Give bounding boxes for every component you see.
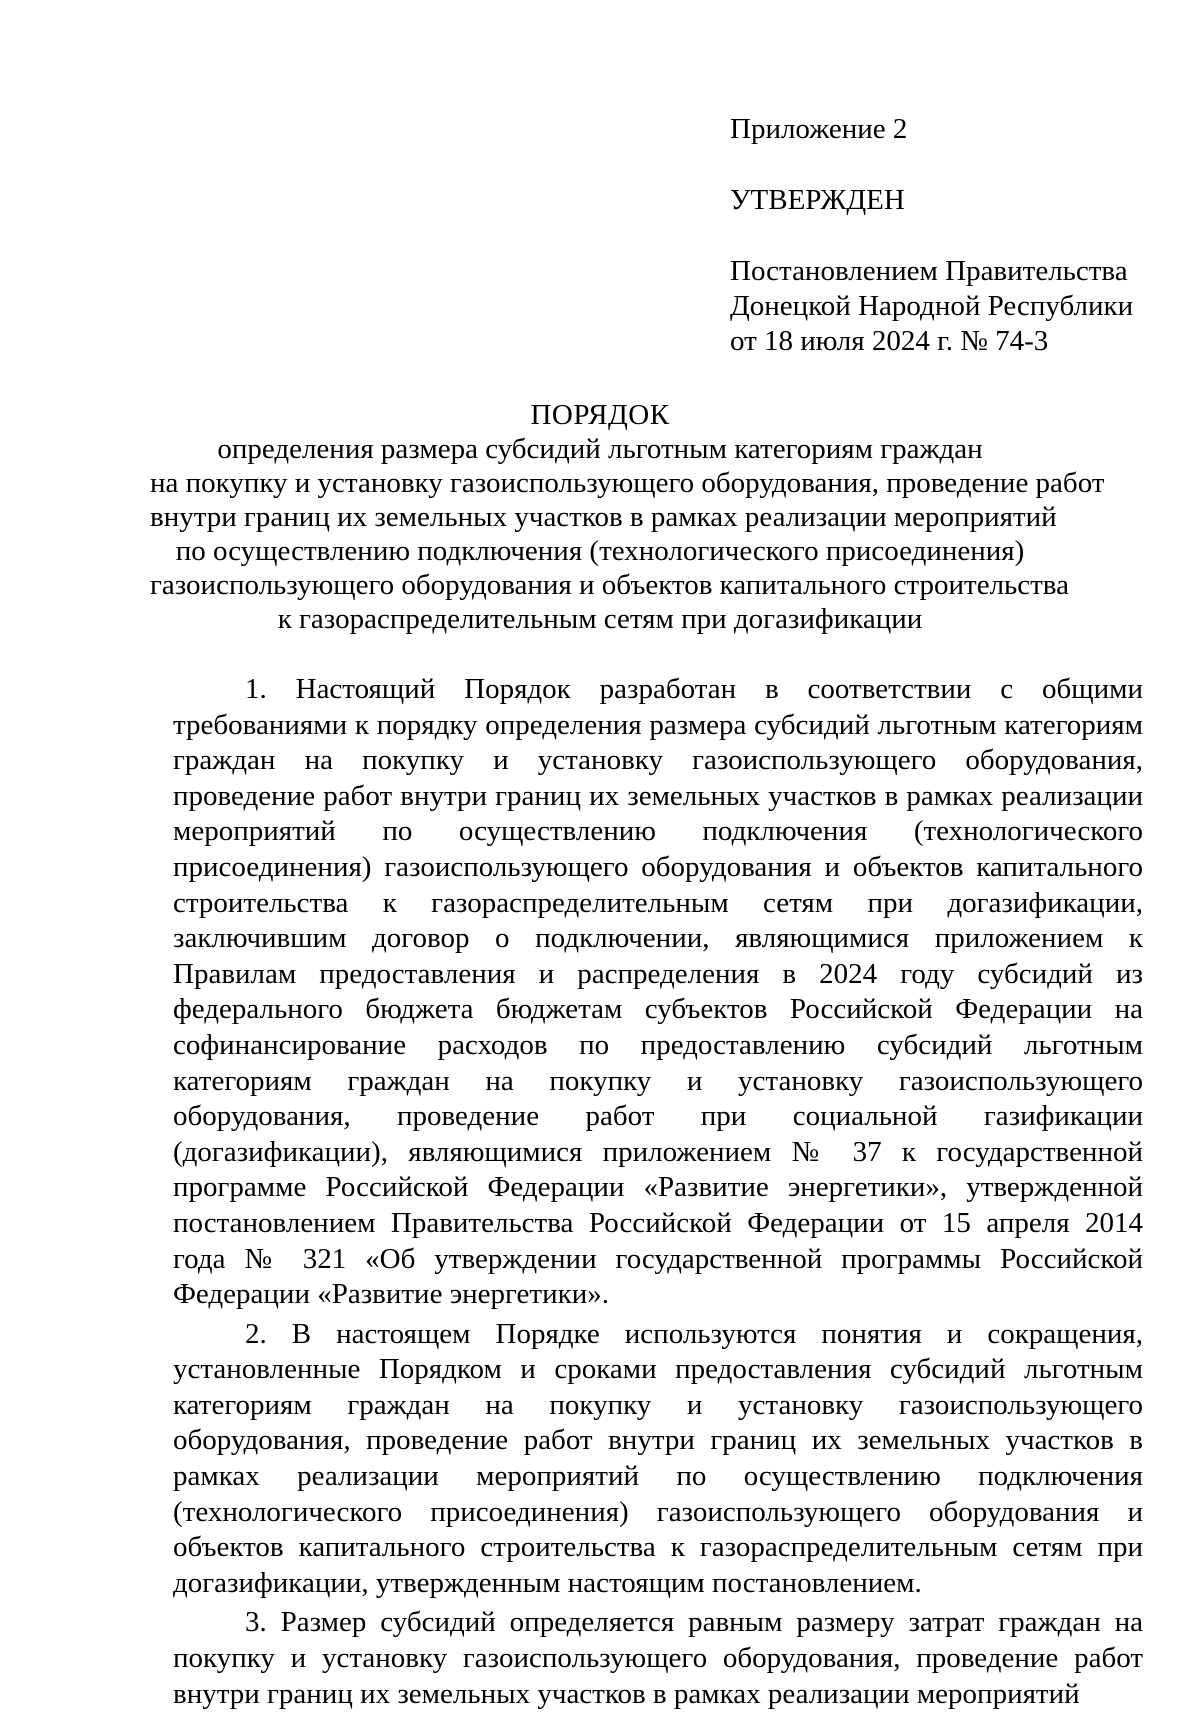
document-subtitle-line: по осуществлению подключения (технологического присоединения): [175, 535, 1025, 567]
appendix-label: Приложение 2: [730, 113, 908, 145]
paragraph-2: 2. В настоящем Порядке используются понятия и сокращения, установленные Порядком и сроками предоставления субсидий льготным категориям граждан на покупку и установку газоиспользующего оборудования, проведение работ внутри границ их земельных участков в рамках реализации мероприятий по осуществлению подключения (технологического присоединения) газоиспользующего оборудования и объектов капитального строительства к газораспределительным сетям при догазификации, утвержденным настоящим постановлением.: [173, 1317, 1143, 1599]
document-subtitle-line: внутри границ их земельных участков в рамках реализации мероприятий: [150, 501, 1057, 533]
approved-label: УТВЕРЖДЕН: [730, 184, 905, 216]
document-subtitle-line: к газораспределительным сетям при догазификации: [277, 603, 923, 635]
document-subtitle-line: определения размера субсидий льготным категориям граждан: [217, 433, 983, 465]
document-subtitle-line: газоиспользующего оборудования и объектов капитального строительства: [150, 569, 1069, 601]
paragraph-1: 1. Настоящий Порядок разработан в соответствии с общими требованиями к порядку определения размера субсидий льготным категориям граждан на покупку и установку газоиспользующего оборудования, проведение работ внутри границ их земельных участков в рамках реализации мероприятий по осуществлению подключения (технологического присоединения) газоиспользующего оборудования и объектов капитального строительства к газораспределительным сетям при догазификации, заключившим договор о подключении, являющимися приложением к Правилам предоставления и распределения в 2024 году субсидий из федерального бюджета бюджетам субъектов Российской Федерации на софинансирование расходов по предоставлению субсидий льготным категориям граждан на покупку и установку газоиспользующего оборудования, проведение работ при социальной газификации (догазификации), являющимися приложением № 37 к государственной программе Российской Федерации «Развитие энергетики», утвержденной постановлением Правительства Российской Федерации от 15 апреля 2014 года № 321 «Об утверждении государственной программы Российской Федерации «Развитие энергетики».: [173, 673, 1143, 1311]
approval-resolution-line: Постановлением Правительства: [730, 255, 1128, 287]
approval-stamp-block: [730, 112, 1170, 359]
approval-date-line: от 18 июля 2024 г. № 74-3: [730, 325, 1049, 357]
document-subtitle-line: на покупку и установку газоиспользующего оборудования, проведение работ: [150, 467, 1105, 499]
document-title-block: [150, 398, 1105, 636]
paragraph-3: 3. Размер субсидий определяется равным размеру затрат граждан на покупку и установку газоиспользующего оборудования, проведение работ внутри границ их земельных участков в рамках реализации мероприятий: [173, 1606, 1143, 1710]
document-title: ПОРЯДОК: [530, 399, 670, 431]
approval-republic-line: Донецкой Народной Республики: [730, 290, 1134, 322]
document-body: [173, 672, 1143, 1716]
